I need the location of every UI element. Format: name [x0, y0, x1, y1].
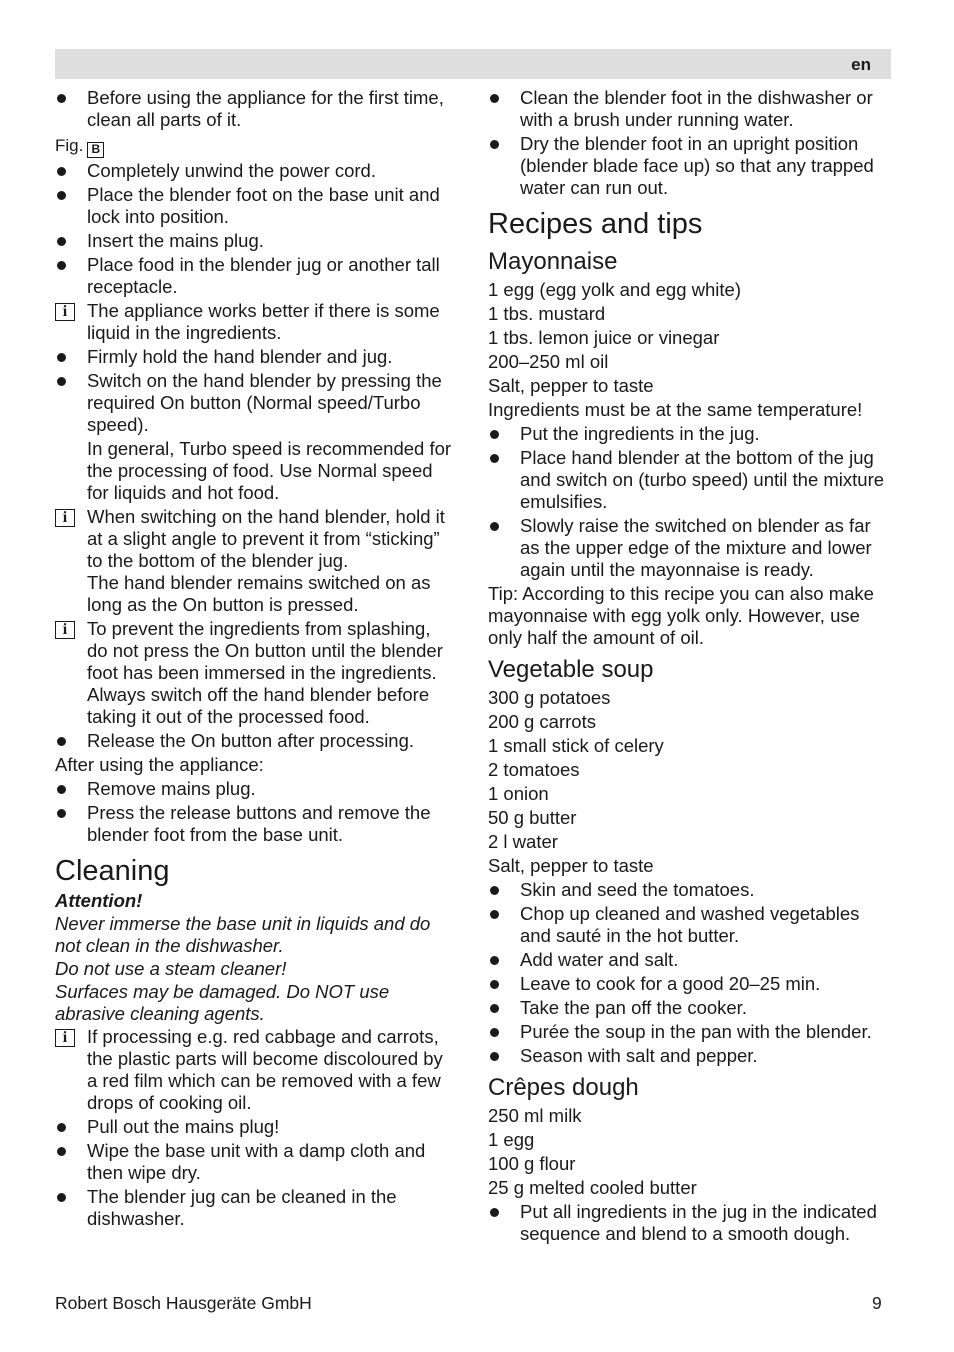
recipe-title-vegetable-soup: Vegetable soup — [488, 656, 654, 683]
list-item: Remove mains plug. — [55, 778, 455, 800]
list-item: Place the blender foot on the base unit and lock into position. — [55, 184, 455, 228]
list-item: Put the ingredients in the jug. — [488, 423, 888, 445]
note-text: The appliance works better if there is some liquid in the ingredients. — [87, 300, 440, 343]
tip-text: According to this recipe you can also make mayonnaise with egg yolk only. However, use only half the amount of oil. — [488, 583, 874, 648]
warning-text: Never immerse the base unit in liquids and do not clean in the dishwasher. — [55, 913, 431, 956]
section-heading-recipes: Recipes and tips — [488, 208, 703, 240]
list-item: Add water and salt. — [488, 949, 888, 971]
info-icon: i — [55, 509, 75, 527]
recipe-title-crepes-dough: Crêpes dough — [488, 1074, 639, 1101]
info-note — [55, 618, 455, 728]
info-note — [55, 300, 455, 344]
info-icon: i — [55, 621, 75, 639]
figure-letter-box: B — [87, 142, 104, 158]
ingredient-line: 200–250 ml oil — [488, 351, 609, 372]
info-note — [55, 1026, 455, 1114]
list-item: Switch on the hand blender by pressing the required On button (Normal speed/Turbo speed). — [55, 370, 455, 436]
ingredient-line: 300 g potatoes — [488, 687, 611, 708]
list-item: Take the pan off the cooker. — [488, 997, 888, 1019]
section-heading-cleaning: Cleaning — [55, 855, 170, 887]
ingredient-line: 200 g carrots — [488, 711, 596, 732]
ingredient-line: Ingredients must be at the same temperature! — [488, 399, 863, 420]
info-icon: i — [55, 303, 75, 321]
list-item: Place hand blender at the bottom of the jug and switch on (turbo speed) until the mixture emulsifies. — [488, 447, 888, 513]
note-text: When switching on the hand blender, hold it at a slight angle to prevent it from “sticking” to the bottom of the blender jug. — [87, 506, 445, 571]
list-item: The blender jug can be cleaned in the dishwasher. — [55, 1186, 455, 1230]
ingredient-line: Salt, pepper to taste — [488, 855, 654, 876]
recipe-title-mayonnaise: Mayonnaise — [488, 248, 618, 275]
attention-label: Attention! — [55, 890, 143, 911]
ingredient-line: Salt, pepper to taste — [488, 375, 654, 396]
list-item: Release the On button after processing. — [55, 730, 455, 752]
header-bar — [55, 49, 891, 79]
ingredient-line: 250 ml milk — [488, 1105, 582, 1126]
paragraph: In general, Turbo speed is recommended for the processing of food. Use Normal speed for liquids and hot food. — [87, 438, 452, 503]
left-column — [55, 86, 455, 1232]
list-item: Before using the appliance for the first time, clean all parts of it. — [55, 87, 455, 131]
ingredient-line: 1 egg — [488, 1129, 535, 1150]
ingredient-line: 1 egg (egg yolk and egg white) — [488, 279, 742, 300]
warning-text: Surfaces may be damaged. Do NOT use abrasive cleaning agents. — [55, 981, 390, 1024]
list-item: Slowly raise the switched on blender as far as the upper edge of the mixture and lower again until the mayonnaise is ready. — [488, 515, 888, 581]
list-item: Leave to cook for a good 20–25 min. — [488, 973, 888, 995]
right-column — [488, 86, 888, 1247]
list-item: Season with salt and pepper. — [488, 1045, 888, 1067]
list-item: Completely unwind the power cord. — [55, 160, 455, 182]
list-item: Press the release buttons and remove the blender foot from the base unit. — [55, 802, 455, 846]
tip-label: Tip: — [488, 583, 519, 604]
note-text: If processing e.g. red cabbage and carrots, the plastic parts will become discoloured by a red film which can be removed with a few drops of cooking oil. — [87, 1026, 443, 1113]
ingredient-line: 2 l water — [488, 831, 558, 852]
ingredient-line: 100 g flour — [488, 1153, 576, 1174]
list-item: Wipe the base unit with a damp cloth and then wipe dry. — [55, 1140, 455, 1184]
note-text: To prevent the ingredients from splashing, do not press the On button until the blender foot has been immersed in the ingredients. — [87, 618, 443, 683]
list-item: Clean the blender foot in the dishwasher or with a brush under running water. — [488, 87, 888, 131]
ingredient-line: 1 small stick of celery — [488, 735, 664, 756]
ingredient-line: 1 tbs. mustard — [488, 303, 606, 324]
warning-text: Do not use a steam cleaner! — [55, 958, 287, 979]
page-number: 9 — [872, 1293, 882, 1313]
list-item: Place food in the blender jug or another tall receptacle. — [55, 254, 455, 298]
ingredient-line: 1 onion — [488, 783, 549, 804]
figure-label: Fig. — [55, 136, 84, 155]
list-item: Dry the blender foot in an upright position (blender blade face up) so that any trapped water can run out. — [488, 133, 888, 199]
list-item: Skin and seed the tomatoes. — [488, 879, 888, 901]
ingredient-line: 50 g butter — [488, 807, 577, 828]
paragraph: After using the appliance: — [55, 754, 264, 775]
language-code: en — [851, 55, 871, 74]
footer-company: Robert Bosch Hausgeräte GmbH — [55, 1293, 312, 1313]
ingredient-line: 2 tomatoes — [488, 759, 580, 780]
list-item: Put all ingredients in the jug in the indicated sequence and blend to a smooth dough. — [488, 1201, 888, 1245]
list-item: Chop up cleaned and washed vegetables and sauté in the hot butter. — [488, 903, 888, 947]
list-item: Insert the mains plug. — [55, 230, 455, 252]
note-text: The hand blender remains switched on as long as the On button is pressed. — [87, 572, 431, 615]
figure-reference — [55, 135, 455, 158]
ingredient-line: 1 tbs. lemon juice or vinegar — [488, 327, 720, 348]
list-item: Purée the soup in the pan with the blender. — [488, 1021, 888, 1043]
list-item: Firmly hold the hand blender and jug. — [55, 346, 455, 368]
info-icon: i — [55, 1029, 75, 1047]
info-note — [55, 506, 455, 616]
tip-paragraph — [488, 583, 888, 649]
ingredient-line: 25 g melted cooled butter — [488, 1177, 697, 1198]
list-item: Pull out the mains plug! — [55, 1116, 455, 1138]
note-text: Always switch off the hand blender before taking it out of the processed food. — [87, 684, 430, 727]
